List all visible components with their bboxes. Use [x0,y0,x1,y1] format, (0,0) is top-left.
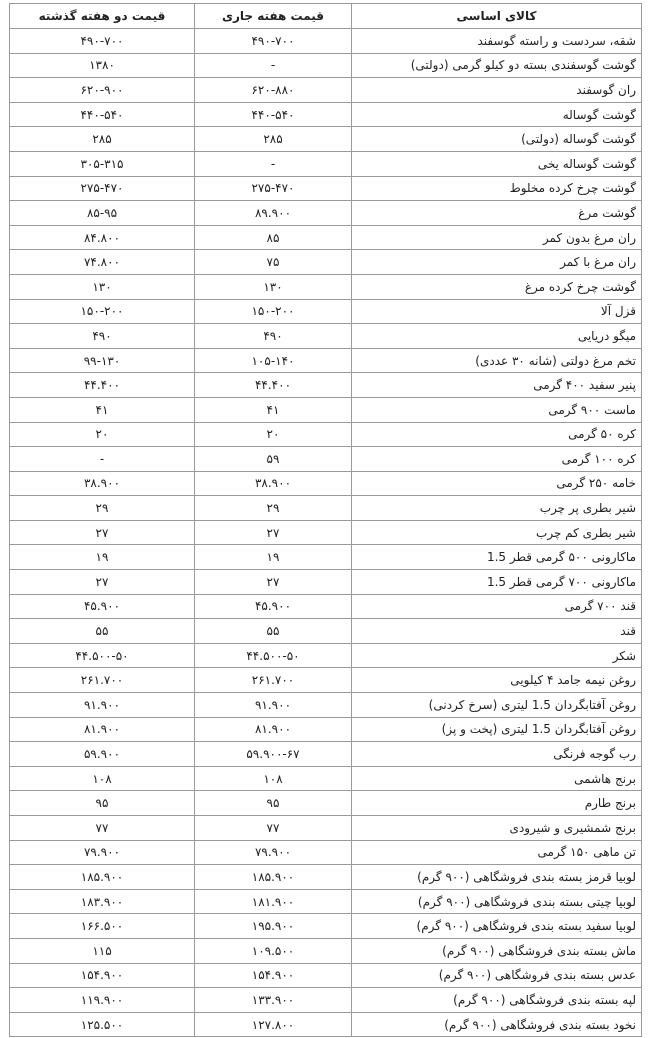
table-row [10,668,642,693]
current-price-cell: ۲۷ [195,570,352,595]
previous-price-cell: ۱۸۳.۹۰۰ [10,889,195,914]
table-row [10,151,642,176]
item-cell: پنیر سفید ۴۰۰ گرمی [352,373,642,398]
item-cell: کره ۱۰۰ گرمی [352,447,642,472]
current-price-cell: ۱۸۱.۹۰۰ [195,889,352,914]
previous-price-cell: ۲۷ [10,520,195,545]
item-cell: برنج هاشمی [352,766,642,791]
previous-price-cell: ۳۰۵-۳۱۵ [10,151,195,176]
item-cell: برنج طارم [352,791,642,816]
previous-price-cell: ۹۵ [10,791,195,816]
previous-price-cell: ۲۹ [10,496,195,521]
item-cell: روغن آفتابگردان 1.5 لیتری (پخت و پز) [352,717,642,742]
previous-price-cell: ۷۹.۹۰۰ [10,840,195,865]
table-row [10,225,642,250]
previous-price-cell: ۱۲۵.۵۰۰ [10,1012,195,1037]
current-price-cell: ۴۴۰-۵۴۰ [195,102,352,127]
current-price-cell: ۷۹.۹۰۰ [195,840,352,865]
previous-price-cell: ۴۴.۴۰۰ [10,373,195,398]
table-row [10,766,642,791]
table-row [10,988,642,1013]
table-row [10,840,642,865]
header-item: کالای اساسی [352,4,642,29]
table-row [10,127,642,152]
previous-price-cell: ۱۶۶.۵۰۰ [10,914,195,939]
previous-price-cell: ۲۸۵ [10,127,195,152]
current-price-cell: ۷۵ [195,250,352,275]
previous-price-cell: ۴۹۰ [10,324,195,349]
previous-price-cell: ۹۹-۱۳۰ [10,348,195,373]
item-cell: گوشت چرخ کرده مخلوط [352,176,642,201]
current-price-cell: ۴۴.۴۰۰ [195,373,352,398]
table-row [10,963,642,988]
table-row [10,447,642,472]
current-price-cell: ۱۸۵.۹۰۰ [195,865,352,890]
header-row [10,4,642,29]
previous-price-cell: ۴۴.۵۰۰-۵۰ [10,643,195,668]
previous-price-cell: ۴۹۰-۷۰۰ [10,29,195,54]
current-price-cell: ۹۵ [195,791,352,816]
item-cell: ماکارونی ۵۰۰ گرمی قطر 1.5 [352,545,642,570]
item-cell: تخم مرغ دولتی (شانه ۳۰ عددی) [352,348,642,373]
previous-price-cell: ۸۴.۸۰۰ [10,225,195,250]
current-price-cell: ۱۲۷.۸۰۰ [195,1012,352,1037]
table-row [10,274,642,299]
current-price-cell: ۳۸.۹۰۰ [195,471,352,496]
previous-price-cell: ۵۵ [10,619,195,644]
item-cell: شیر بطری پر چرب [352,496,642,521]
table-row [10,594,642,619]
current-price-cell: ۱۳۰ [195,274,352,299]
current-price-cell: ۸۵ [195,225,352,250]
table-row [10,889,642,914]
current-price-cell: ۲۶۱.۷۰۰ [195,668,352,693]
item-cell: خامه ۲۵۰ گرمی [352,471,642,496]
table-row [10,299,642,324]
previous-price-cell: ۱۳۸۰ [10,53,195,78]
previous-price-cell: ۱۸۵.۹۰۰ [10,865,195,890]
previous-price-cell: ۶۲۰-۹۰۰ [10,78,195,103]
item-cell: لپه بسته بندی فروشگاهی (۹۰۰ گرم) [352,988,642,1013]
table-row [10,742,642,767]
item-cell: ماکارونی ۷۰۰ گرمی قطر 1.5 [352,570,642,595]
item-cell: روغن آفتابگردان 1.5 لیتری (سرخ کردنی) [352,693,642,718]
table-row [10,397,642,422]
table-row [10,53,642,78]
table-row [10,914,642,939]
item-cell: گوشت گوساله (دولتی) [352,127,642,152]
current-price-cell: ۲۸۵ [195,127,352,152]
current-price-cell: ۱۰۵-۱۴۰ [195,348,352,373]
table-row [10,693,642,718]
table-row [10,643,642,668]
current-price-cell: ۱۳۳.۹۰۰ [195,988,352,1013]
table-row [10,102,642,127]
previous-price-cell: ۴۱ [10,397,195,422]
table-row [10,1012,642,1037]
item-cell: ران مرغ با کمر [352,250,642,275]
previous-price-cell: ۱۹ [10,545,195,570]
current-price-cell: ۴۹۰ [195,324,352,349]
previous-price-cell: ۸۵-۹۵ [10,201,195,226]
item-cell: نخود بسته بندی فروشگاهی (۹۰۰ گرم) [352,1012,642,1037]
previous-price-cell: ۲۶۱.۷۰۰ [10,668,195,693]
previous-price-cell: ۳۸.۹۰۰ [10,471,195,496]
previous-price-cell: ۴۴۰-۵۴۰ [10,102,195,127]
item-cell: ماش بسته بندی فروشگاهی (۹۰۰ گرم) [352,938,642,963]
current-price-cell: ۷۷ [195,816,352,841]
table-row [10,176,642,201]
table-row [10,791,642,816]
table-row [10,717,642,742]
table-row [10,471,642,496]
current-price-cell: ۱۰۹.۵۰۰ [195,938,352,963]
item-cell: قزل آلا [352,299,642,324]
current-price-cell: ۴۴.۵۰۰-۵۰ [195,643,352,668]
header-two-weeks-ago: قیمت دو هفته گذشته [10,4,195,29]
item-cell: گوشت گوساله یخی [352,151,642,176]
table-row [10,570,642,595]
current-price-cell: ۱۰۸ [195,766,352,791]
item-cell: میگو دریایی [352,324,642,349]
item-cell: گوشت گوسفندی بسته دو کیلو گرمی (دولتی) [352,53,642,78]
previous-price-cell: ۱۰۸ [10,766,195,791]
current-price-cell: ۱۵۴.۹۰۰ [195,963,352,988]
current-price-cell: ۵۵ [195,619,352,644]
table-row [10,250,642,275]
previous-price-cell: ۲۰ [10,422,195,447]
current-price-cell: ۸۹.۹۰۰ [195,201,352,226]
item-cell: شقه، سردست و راسته گوسفند [352,29,642,54]
current-price-cell: ۸۱.۹۰۰ [195,717,352,742]
table-row [10,545,642,570]
current-price-cell: ۴۵.۹۰۰ [195,594,352,619]
item-cell: روغن نیمه جامد ۴ کیلویی [352,668,642,693]
previous-price-cell: - [10,447,195,472]
current-price-cell: ۵۹.۹۰۰-۶۷ [195,742,352,767]
current-price-cell: - [195,53,352,78]
current-price-cell: ۴۹۰-۷۰۰ [195,29,352,54]
item-cell: گوشت چرخ کرده مرغ [352,274,642,299]
header-current-week: قیمت هفته جاری [195,4,352,29]
item-cell: برنج شمشیری و شیرودی [352,816,642,841]
table-row [10,496,642,521]
item-cell: لوبیا چیتی بسته بندی فروشگاهی (۹۰۰ گرم) [352,889,642,914]
item-cell: رب گوجه فرنگی [352,742,642,767]
previous-price-cell: ۷۴.۸۰۰ [10,250,195,275]
item-cell: لوبیا قرمز بسته بندی فروشگاهی (۹۰۰ گرم) [352,865,642,890]
current-price-cell: ۲۷۵-۴۷۰ [195,176,352,201]
item-cell: لوبیا سفید بسته بندی فروشگاهی (۹۰۰ گرم) [352,914,642,939]
previous-price-cell: ۱۵۰-۲۰۰ [10,299,195,324]
price-table-container [9,3,641,1037]
current-price-cell: ۱۹ [195,545,352,570]
item-cell: تن ماهی ۱۵۰ گرمی [352,840,642,865]
table-row [10,201,642,226]
current-price-cell: ۲۹ [195,496,352,521]
previous-price-cell: ۱۳۰ [10,274,195,299]
price-table [9,3,642,1037]
table-row [10,520,642,545]
table-row [10,938,642,963]
table-row [10,29,642,54]
item-cell: قند ۷۰۰ گرمی [352,594,642,619]
previous-price-cell: ۹۱.۹۰۰ [10,693,195,718]
current-price-cell: ۴۱ [195,397,352,422]
previous-price-cell: ۱۱۵ [10,938,195,963]
current-price-cell: ۲۰ [195,422,352,447]
item-cell: ران گوسفند [352,78,642,103]
price-table-body [10,29,642,1037]
table-row [10,422,642,447]
item-cell: کره ۵۰ گرمی [352,422,642,447]
current-price-cell: - [195,151,352,176]
previous-price-cell: ۷۷ [10,816,195,841]
item-cell: قند [352,619,642,644]
table-row [10,78,642,103]
item-cell: شکر [352,643,642,668]
current-price-cell: ۱۹۵.۹۰۰ [195,914,352,939]
table-row [10,619,642,644]
current-price-cell: ۶۲۰-۸۸۰ [195,78,352,103]
item-cell: گوشت گوساله [352,102,642,127]
previous-price-cell: ۵۹.۹۰۰ [10,742,195,767]
item-cell: ماست ۹۰۰ گرمی [352,397,642,422]
table-row [10,816,642,841]
item-cell: شیر بطری کم چرب [352,520,642,545]
previous-price-cell: ۴۵.۹۰۰ [10,594,195,619]
item-cell: عدس بسته بندی فروشگاهی (۹۰۰ گرم) [352,963,642,988]
table-row [10,348,642,373]
table-row [10,865,642,890]
item-cell: گوشت مرغ [352,201,642,226]
current-price-cell: ۵۹ [195,447,352,472]
current-price-cell: ۲۷ [195,520,352,545]
table-row [10,324,642,349]
previous-price-cell: ۸۱.۹۰۰ [10,717,195,742]
table-row [10,373,642,398]
current-price-cell: ۹۱.۹۰۰ [195,693,352,718]
item-cell: ران مرغ بدون کمر [352,225,642,250]
previous-price-cell: ۲۷۵-۴۷۰ [10,176,195,201]
previous-price-cell: ۱۱۹.۹۰۰ [10,988,195,1013]
current-price-cell: ۱۵۰-۲۰۰ [195,299,352,324]
previous-price-cell: ۱۵۴.۹۰۰ [10,963,195,988]
previous-price-cell: ۲۷ [10,570,195,595]
